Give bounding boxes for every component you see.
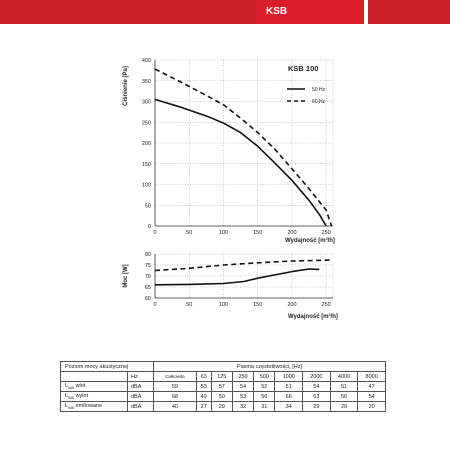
y-tick-label: 75	[144, 263, 151, 269]
y-tick-label: 70	[144, 274, 151, 280]
table-cell: 31	[254, 402, 275, 412]
table-cell: 49	[196, 392, 211, 402]
table-cell: 40	[154, 402, 197, 412]
row-label: $L_{WA}$ emitowane	[61, 402, 128, 412]
table-cell: 53	[196, 382, 211, 392]
y-tick-label: 200	[141, 141, 151, 147]
table-band-row	[61, 372, 386, 382]
x-tick-label: 0	[153, 302, 157, 308]
series-line-50hz	[155, 269, 319, 285]
y-tick-label: 250	[141, 120, 151, 127]
row-unit: dBA	[128, 392, 154, 402]
band-header: 63	[196, 372, 211, 382]
table-body	[61, 382, 386, 412]
table-cell: 68	[154, 392, 197, 402]
y-tick-label: 350	[141, 78, 151, 85]
row-unit: dBA	[128, 382, 154, 392]
table-empty-cell	[61, 372, 128, 382]
band-header: 2000	[303, 372, 331, 382]
table-cell: 34	[275, 402, 303, 412]
model-tab: KSB	[256, 0, 364, 24]
y-axis-label: Ciśnienie [Pa]	[123, 66, 129, 106]
band-header: 250	[232, 372, 253, 382]
x-tick-label: 150	[253, 302, 263, 308]
x-axis-label: Wydajność [m³/h]	[288, 314, 338, 320]
y-tick-label: 150	[141, 161, 151, 168]
table-row	[61, 382, 386, 392]
table-cell: 32	[232, 402, 253, 412]
x-tick-label: 50	[186, 230, 193, 236]
table-cell: 66	[275, 392, 303, 402]
table-cell: 56	[254, 392, 275, 402]
pressure-chart	[123, 58, 335, 244]
table-title-right: Pasma częstotliwości, [Hz]	[154, 362, 386, 372]
legend-label-50hz: 50 Hz	[312, 87, 326, 93]
table-title-left: Poziom mocy akustycznej	[61, 362, 154, 372]
power-chart	[123, 252, 338, 320]
table-cell: 54	[358, 392, 386, 402]
table-cell: 57	[211, 382, 232, 392]
y-tick-label: 0	[147, 224, 151, 230]
table-cell: 63	[303, 392, 331, 402]
table-cell: 53	[232, 392, 253, 402]
table-cell: 27	[196, 402, 211, 412]
y-tick-label: 60	[144, 296, 151, 302]
band-header: 1000	[275, 372, 303, 382]
band-header: Całkowita	[154, 372, 197, 382]
y-tick-label: 50	[144, 203, 151, 210]
table-cell: 29	[303, 402, 331, 412]
acoustic-power-table	[60, 361, 386, 412]
x-tick-label: 200	[287, 230, 297, 236]
x-tick-label: 250	[321, 230, 331, 236]
table-cell: 50	[211, 392, 232, 402]
table-cell: 51	[275, 382, 303, 392]
y-tick-label: 300	[141, 99, 151, 106]
legend-label-60hz: 60 Hz	[312, 99, 326, 105]
y-axis-label: Moc [W]	[123, 264, 129, 288]
chart-legend	[287, 64, 326, 105]
x-tick-label: 100	[218, 302, 229, 308]
y-tick-label: 65	[144, 285, 151, 291]
table-cell: 47	[358, 382, 386, 392]
y-tick-label: 400	[141, 58, 151, 64]
table-row	[61, 402, 386, 412]
table-cell: 54	[232, 382, 253, 392]
x-tick-label: 200	[287, 302, 297, 308]
table-header-row	[61, 362, 386, 372]
x-tick-label: 0	[153, 230, 157, 236]
series-line-50hz	[155, 99, 326, 226]
row-unit: dBA	[128, 402, 154, 412]
x-tick-label: 150	[253, 230, 263, 236]
table-cell: 52	[254, 382, 275, 392]
y-tick-label: 80	[144, 252, 151, 258]
x-tick-label: 100	[218, 230, 229, 236]
band-header: 8000	[358, 372, 386, 382]
band-header: 500	[254, 372, 275, 382]
table-cell: 29	[330, 402, 358, 412]
y-tick-label: 100	[141, 182, 151, 189]
table-cell: 20	[358, 402, 386, 412]
legend-title: KSB 100	[288, 64, 319, 73]
table-cell: 54	[303, 382, 331, 392]
table-cell: 51	[330, 382, 358, 392]
x-tick-label: 250	[321, 302, 331, 308]
band-header: 4000	[330, 372, 358, 382]
table-unit-header: Hz	[128, 372, 154, 382]
table-cell: 59	[154, 382, 197, 392]
table-cell: 29	[211, 402, 232, 412]
band-header: 125	[211, 372, 232, 382]
row-label: $L_{WA}$ wylot	[61, 392, 128, 402]
table-cell: 56	[330, 392, 358, 402]
x-axis-label: Wydajność [m³/h]	[285, 238, 335, 244]
row-label: $L_{WA}$ wlot	[61, 382, 128, 392]
table-row	[61, 392, 386, 402]
series-line-60hz	[155, 69, 332, 226]
x-tick-label: 50	[186, 302, 193, 308]
